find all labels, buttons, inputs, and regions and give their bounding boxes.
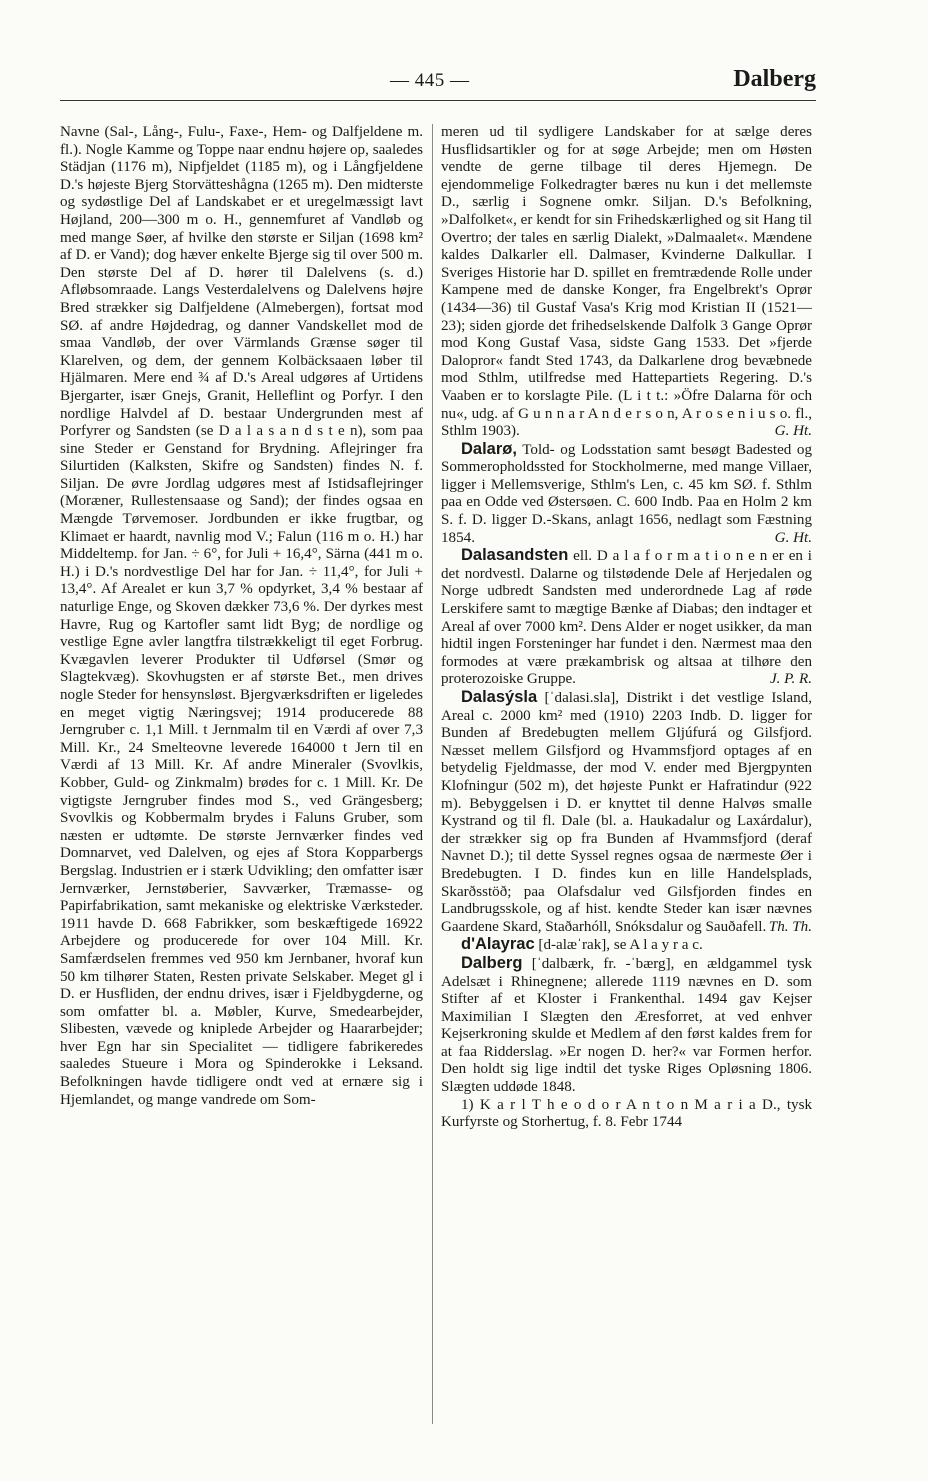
right-column: [441, 124, 812, 1454]
entry-dalberg: [441, 955, 812, 1097]
column-divider: [432, 124, 433, 1424]
headword: Dalarø,: [461, 439, 517, 458]
continuation-sign: G. Ht.: [774, 423, 812, 440]
entry-text: ell. D a l a f o r m a t i o n e n er en i det nordvestl. Dalarne og tilstødende Dele af Herjedalen og Norge udbredt Sandsten med underordnede Lag af røde Lerskifere samt to mægtige Bænke af Diabas; den indtager et Areal af over 7000 km². Dens Alder er noget usikker, da man hidtil ingen Forsteninger har fundet i den. Nærmest maa den formodes at være prækambrisk og altsaa at tilhøre den proterozoiske Gruppe.: [441, 548, 812, 688]
continuation-body: meren ud til sydligere Landskaber for at sælge deres Husflidsartikler og for at søge Arbejde; men om Høsten vendte de gerne tilbage til deres Hjemegn. De ejendommelige Folkedragter bæres nu kun i det mellemste D., særlig i Sognene omkr. Siljan. D.'s Befolkning, »Dalfolket«, er kendt for sin Frihedskærlighed og sit Hang til Overtro; der tales en særlig Dialekt, »Dalmaalet«. Mændene kaldes Dalkarler ell. Dalmaser, Kvinderne Dalkullar. I Sveriges Historie har D. spillet en fremtrædende Rolle under Kampene med de danske Konger, fra Engelbrekt's Oprør (1434—36) til Gustaf Vasa's Krig mod Kristian II (1521—23); siden gjorde det frihedselskende Dalfolk 3 Gange Oprør mod Kong Gustaf Vasa, sidste Gang 1533. Det »fjerde Dalopror« fandt Sted 1743, da Dalkarlene drog bevæbnede mod Sthlm, utilfredse med Hattepartiets Regering. D.'s Vaaben er to korslagte Pile. (L i t t.: »Öfre Dalarna för och nu«, udg. af G u n n a r A n d e r s o n, A r o s e n i u s o. fl., Sthlm 1903).: [441, 124, 812, 440]
page-header: [60, 64, 816, 98]
entry-text: Told- og Lodsstation samt besøgt Badested og Sommeropholdssted for Stockholmerne, med mange Villaer, ligger i Mellemsverige, Sthlm's Len, c. 45 km SØ. f. Sthlm paa en Odde ved Østersøen. C. 600 Indb. Paa en Holm 2 km S. f. D. ligger D.-Skans, anlagt 1656, nedlagt som Fæstning 1854.: [441, 441, 812, 546]
entry-text: [ˈdalbærk, fr. -ˈbærg], en ældgammel tysk Adelsæt i Rhinegnene; allerede 1119 nævnes en D. som Stifter af et Kloster i Frankenthal. 1494 gav Kejser Maximilian I Slægten den Æresforret, at ved enhver Kejserkroning skulde et Medlem af den først kaldes frem for at faa Ridderslag. »Er nogen D. her?« var Formen herfor. Den holdt sig lige indtil det tyske Riges Opløsning 1806. Slægten uddøde 1848.: [441, 955, 812, 1096]
continuation-text: [441, 124, 812, 441]
entry-dalayrac: [441, 936, 812, 955]
entry-text: [d-alæˈrak], se A l a y r a c.: [538, 937, 703, 954]
entry-dalberg-karl: [441, 1097, 812, 1132]
left-column: [60, 124, 423, 1454]
entry-dalasandsten: [441, 547, 812, 689]
headword: Dalberg: [461, 953, 523, 972]
entry-dalasysla: [441, 689, 812, 936]
entry-sign: J. P. R.: [769, 671, 812, 688]
entry-text: 1) K a r l T h e o d o r A n t o n M a r i a D., tysk Kurfyrste og Storhertug, f. 8. Febr 1744: [441, 1096, 812, 1131]
header-rule: [60, 100, 816, 101]
entry-text: [ˈdalasi.sla], Distrikt i det vestlige Island, Areal c. 2000 km² med (1910) 2203 Indb. D. ligger for Bunden af Bredebugten mellem Gljúfurá og Gilsfjord. Næsset mellem Gilsfjord og Hvammsfjord optages af en betydelig Fjeldmasse, der mod V. ender med Bjergpynten Klofningur (502 m), det højeste Punkt er Hafratindur (922 m). Bebyggelsen i D. er knyttet til denne Halvøs smalle Kystrand og til fl. Dale (bl. a. Haukadalur og Laxárdalur), der strækker sig op fra Bunden af Hvammsfjord (deraf Navnet D.); til dette Syssel regnes ogsaa de nærmeste Øer i Bredebugten. I D. findes kun en lille Handelsplads, Skarðsstöð; paa Olafsdalur ved Gilsfjorden findes en Landbrugsskole, og af hist. kendte Steder kan især nævnes Gaardene Skard, Staðarhóll, Snóksdalur og Sauðafell.: [441, 690, 812, 935]
headword: d'Alayrac: [461, 935, 535, 954]
left-column-text: Navne (Sal-, Lång-, Fulu-, Faxe-, Hem- og Dalfjeldene m. fl.). Nogle Kamme og Toppe naar endnu højere op, saaledes Städjan (1176 m), Nipfjeldet (1185 m), og i Långfjeldene D.'s højeste Bjerg Storvätteshågna (1265 m). Den midterste og sydøstlige Del af Landskabet er et uregelmæssigt lavt Højland, 200—300 m o. H., gennemfuret af Vandløb og med mange Søer, af hvilke den største er Siljan (1698 km² af D. er Vand); dog hæver enkelte Bjerge sig til over 500 m. Den største Del af D. hører til Dalelvens (s. d.) Afløbsomraade. Langs Vesterdalelvens og Dalelvens højre Bred strækker sig Dalfjeldene (Almebergen), fortsat mod SØ. af andre Højdedrag, og danner Vandskellet mod de smaa Vandløb, der over Värmlands Grænse søger til Klarelven, og dem, der gennem Kolbäcksaaen løber til Hjälmaren. Mere end ¾ af D.'s Areal udgøres af Urtidens Bjergarter, især Gnejs, Granit, Helleflint og Porfyr. I den nordlige Halvdel af D. bestaar Undergrunden mest af Porfyrer og Sandsten (se D a l a s a n d s t e n), som paa sine Steder er Genstand for Brydning. Aflejringer fra Silurtiden (Kalksten, Skifre og Sandsten) findes N. f. Siljan. De øvre Jordlag udgøres mest af Istidsaflejringer (Moræner, Rullestensaase og Sand); der findes ogsaa en Mængde Tørvemoser. Jordbunden er ikke frugtbar, og Klimaet er haardt, navnlig mod V.; Falun (116 m o. H.) har Middeltemp. for Jan. ÷ 6°, for Juli + 16,4°, Särna (441 m o. H.) i D.'s nordvestlige Del har for Jan. ÷ 11,4°, for Juli + 13,4°. Af Arealet er kun 3,7 % opdyrket, 3,4 % bestaar af naturlige Enge, og Skoven dækker 73,6 %. Der dyrkes mest Havre, Rug og Kartofler samt lidt Byg; de nordlige og vestlige Egne avler langtfra tilstrækkeligt til eget Forbrug. Kvægavlen leverer Produkter til Udførsel (Smør og Slagtekvæg). Skovhugsten er af største Bet., men drives nogle Steder for hensynsløst. Bjergværksdriften er ligeledes en meget vigtig Næringsvej; 1914 producerede 88 Jerngruber c. 1,1 Mill. t Jernmalm til en Værdi af over 7,3 Mill. Kr., 24 Smelteovne leverede 164000 t Jern til en Værdi af 13 Mill. Kr. Af andre Mineraler (Svovlkis, Kobber, Guld- og Zinkmalm) brødes for c. 1 Mill. Kr. De vigtigste Jerngruber findes mod S., ved Grängesberg; Svovlkis og Kobbermalm brydes i Faluns Gruber, som næsten er udtømte. De største Jernværker findes ved Domnarvet, ved Dalelven, og ejes af Stora Kopparbergs Bergslag. Industrien er i stærk Udvikling; den omfatter især Jernværker, Jernstøberier, Savværker, Træmasse- og Papirfabrikation, samt mekaniske og elektriske Værksteder. 1911 havde D. 668 Fabrikker, som beskæftigede 16922 Arbejdere og producerede for over 104 Mill. Kr. Samfærdselen fremmes ved 950 km Jernbaner, hvoraf kun 50 km tilhører Staten, Resten private Selskaber. Meget gl i D. er Husfliden, der endnu drives, især i Fjeldbygderne, og som omfatter bl. a. Møbler, Kurve, Smedearbejder, Slibesten, vævede og kniplede Arbejder og Haararbejder; hver Egn har sin Specialitet — tidligere fabrikeredes saaledes Stueure i Mora og Spinderokke i Leksand. Befolkningen havde tidligere ondt ved at ernære sig i Hjemlandet, og mange vandrede om Som-: [60, 124, 423, 1108]
entry-sign: Th. Th.: [768, 918, 812, 935]
running-head: Dalberg: [733, 66, 816, 92]
entry-sign: G. Ht.: [774, 529, 812, 546]
entry-dalaro: [441, 441, 812, 548]
headword: Dalasýsla: [461, 688, 538, 706]
headword: Dalasandsten: [461, 546, 569, 565]
page-number: — 445 —: [390, 70, 470, 91]
